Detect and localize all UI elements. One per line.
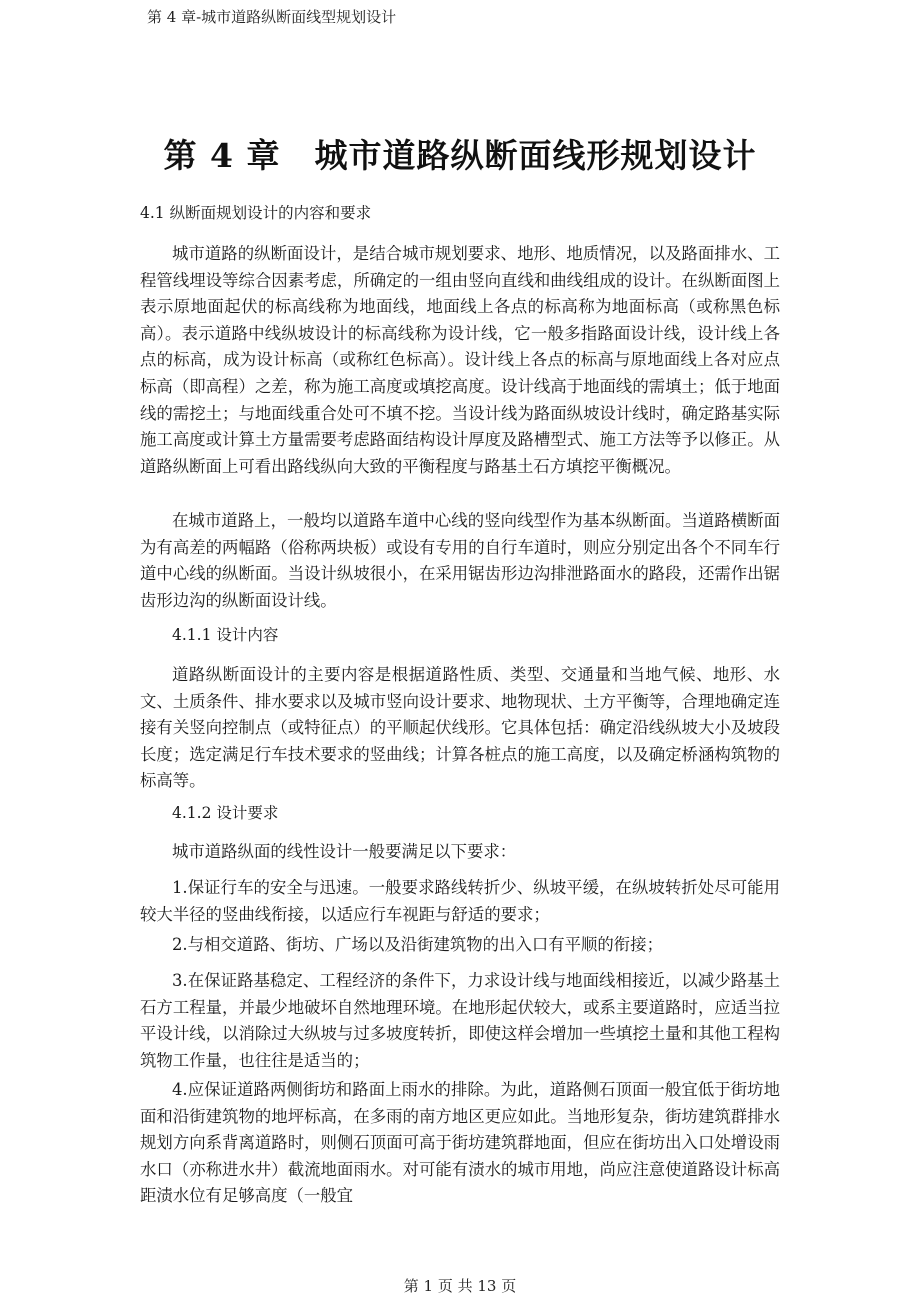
subheading-4-1-2: 4.1.2 设计要求 xyxy=(172,804,279,822)
page-number: 第 1 页 共 13 页 xyxy=(403,1277,517,1295)
section-heading-4-1: 4.1 纵断面规划设计的内容和要求 xyxy=(140,204,372,222)
list-item-requirement-1: 1.保证行车的安全与迅速。一般要求路线转折少、纵坡平缓，在纵坡转折处尽可能用较大半径的竖曲线衔接，以适应行车视距与舒适的要求； xyxy=(140,878,780,924)
list-item-requirement-4: 4.应保证道路两侧街坊和路面上雨水的排除。为此，道路侧石顶面一般宜低于街坊地面和沿街建筑物的地坪标高，在多雨的南方地区更应如此。当地形复杂，街坊建筑群排水规划方向系背离道路时，则侧石顶面可高于街坊建筑群地面，但应在街坊出入口处增设雨水口（亦称进水井）截流地面雨水。对可能有渍水的城市用地，尚应注意使道路设计标高距渍水位有足够高度（一般宜 xyxy=(140,1080,780,1206)
paragraph-design-content: 道路纵断面设计的主要内容是根据道路性质、类型、交通量和当地气候、地形、水文、土质条件、排水要求以及城市竖向设计要求、地物现状、土方平衡等，合理地确定连接有关竖向控制点（或特征点）的平顺起伏线形。它具体包括：确定沿线纵坡大小及坡段长度；选定满足行车技术要求的竖曲线；计算各桩点的施工高度，以及确定桥涵构筑物的标高等。 xyxy=(140,665,780,791)
paragraph-base-profile: 在城市道路上，一般均以道路车道中心线的竖向线型作为基本纵断面。当道路横断面为有高差的两幅路（俗称两块板）或设有专用的自行车道时，则应分别定出各个不同车行道中心线的纵断面。当设计纵坡很小，在采用锯齿形边沟排泄路面水的路段，还需作出锯齿形边沟的纵断面设计线。 xyxy=(140,511,780,610)
paragraph-profile-definition: 城市道路的纵断面设计，是结合城市规划要求、地形、地质情况，以及路面排水、工程管线埋设等综合因素考虑，所确定的一组由竖向直线和曲线组成的设计。在纵断面图上表示原地面起伏的标高线称为地面线，地面线上各点的标高称为地面标高（或称黑色标高）。表示道路中线纵坡设计的标高线称为设计线，它一般多指路面设计线，设计线上各点的标高，成为设计标高（或称红色标高）。设计线上各点的标高与原地面线上各对应点标高（即高程）之差，称为施工高度或填挖高度。设计线高于地面线的需填土；低于地面线的需挖土；与地面线重合处可不填不挖。当设计线为路面纵坡设计线时，确定路基实际施工高度或计算土方量需要考虑路面结构设计厚度及路槽型式、施工方法等予以修正。从道路纵断面上可看出路线纵向大致的平衡程度与路基土石方填挖平衡概况。 xyxy=(140,244,780,476)
paragraph-requirements-intro: 城市道路纵面的线性设计一般要满足以下要求： xyxy=(172,842,517,861)
list-item-requirement-2: 2.与相交道路、街坊、广场以及沿街建筑物的出入口有平顺的衔接； xyxy=(172,935,663,954)
subheading-4-1-1: 4.1.1 设计内容 xyxy=(172,626,279,644)
running-header: 第 4 章-城市道路纵断面线型规划设计 xyxy=(147,8,397,26)
chapter-title: 第 4 章 城市道路纵断面线形规划设计 xyxy=(163,136,757,175)
list-item-requirement-3: 3.在保证路基稳定、工程经济的条件下，力求设计线与地面线相接近，以减少路基土石方工程量，并最少地破坏自然地理环境。在地形起伏较大，或系主要道路时，应适当拉平设计线，以消除过大纵坡与过多坡度转折，即使这样会增加一些填挖土量和其他工程构筑物工作量，也往往是适当的； xyxy=(140,971,780,1070)
